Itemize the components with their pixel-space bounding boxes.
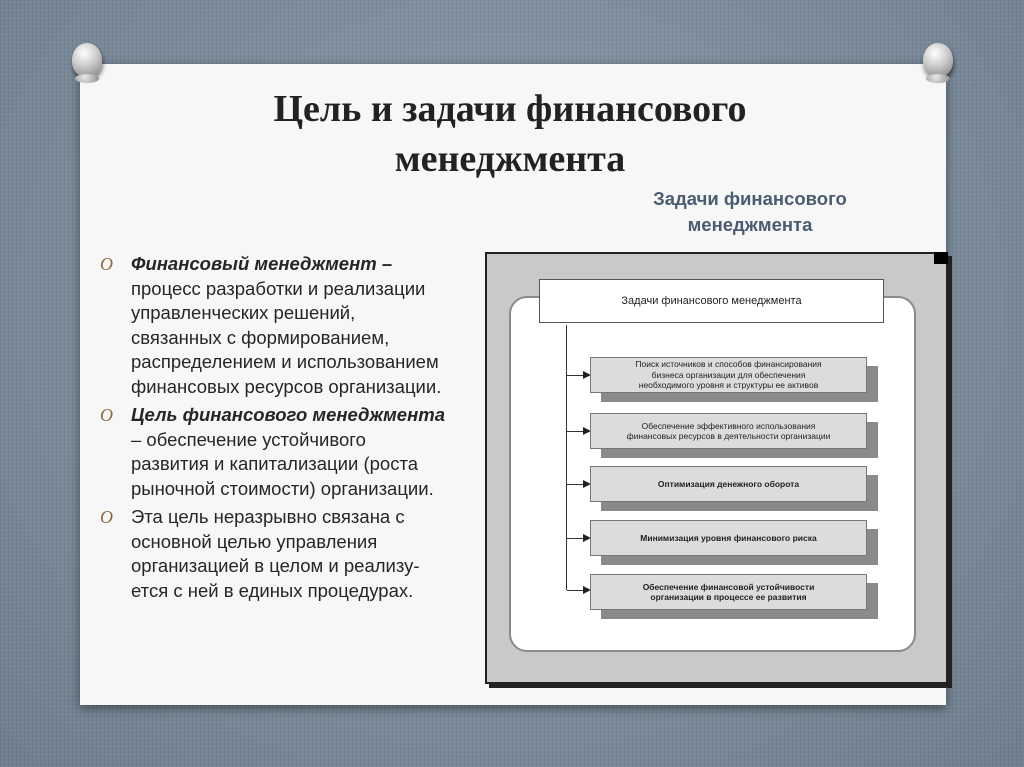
pushpin-icon <box>923 43 953 77</box>
task-line: Поиск источников и способов финансирования <box>635 359 822 370</box>
bullet-line: развития и капитализации (роста <box>131 453 418 474</box>
bullet-line: Финансовый менеджмент – <box>131 253 393 274</box>
task-line: финансовых ресурсов в деятельности организации <box>626 431 831 441</box>
bullet-item <box>100 403 485 501</box>
title-line: Цель и задачи финансового <box>273 88 747 130</box>
bullet-item <box>100 505 485 603</box>
bullet-line: организацией в целом и реализу- <box>131 555 420 576</box>
title-line: менеджмента <box>394 138 626 180</box>
bullet-marker-icon: O <box>100 254 113 274</box>
diagram-task <box>590 574 867 610</box>
bullet-line: Цель финансового менеджмента <box>131 404 446 425</box>
slide-title <box>150 84 870 184</box>
pushpin-icon <box>72 43 102 77</box>
diagram-task <box>590 413 867 449</box>
bullet-text <box>131 403 445 501</box>
bullet-line: – обеспечение устойчивого <box>131 428 366 450</box>
diagram-title: Задачи финансового менеджмента <box>539 279 884 323</box>
bullet-text <box>131 252 441 399</box>
caption-line: Задачи финансового <box>653 188 847 209</box>
bullet-text <box>131 505 420 603</box>
bullet-line: распределением и использованием <box>131 351 439 372</box>
task-line: бизнеса организации для обеспечения <box>651 369 806 380</box>
bullet-line: Эта цель неразрывно связана с <box>131 506 405 527</box>
bullet-line: процесс разработки и реализации <box>131 277 426 299</box>
task-line: необходимого уровня и структуры ее активов <box>638 380 819 391</box>
bullet-marker-icon: O <box>100 405 113 425</box>
diagram-task <box>590 520 867 556</box>
bullet-line: ется с ней в единых процедурах. <box>131 579 414 601</box>
caption-line: менеджмента <box>687 214 813 235</box>
task-line: Минимизация уровня финансового риска <box>640 532 817 543</box>
task-line: Оптимизация денежного оборота <box>657 478 800 489</box>
tasks-diagram <box>485 252 948 684</box>
diagram-task <box>590 357 867 393</box>
task-line: Обеспечение финансовой устойчивости <box>642 581 815 592</box>
bullet-line: основной целью управления <box>131 530 378 552</box>
task-line: организации в процессе ее развития <box>650 592 807 602</box>
diagram-task <box>590 466 867 502</box>
diagram-caption <box>600 186 900 238</box>
bullet-marker-icon: O <box>100 507 113 527</box>
bullet-list <box>100 252 485 607</box>
bullet-line: рыночной стоимости) организации. <box>131 477 434 499</box>
bullet-line: управленческих решений, <box>131 302 356 323</box>
bullet-item <box>100 252 485 399</box>
task-line: Обеспечение эффективного использования <box>641 420 816 431</box>
bullet-line: связанных с формированием, <box>131 326 390 348</box>
connector-line <box>566 325 567 590</box>
bullet-line: финансовых ресурсов организации. <box>131 375 442 397</box>
